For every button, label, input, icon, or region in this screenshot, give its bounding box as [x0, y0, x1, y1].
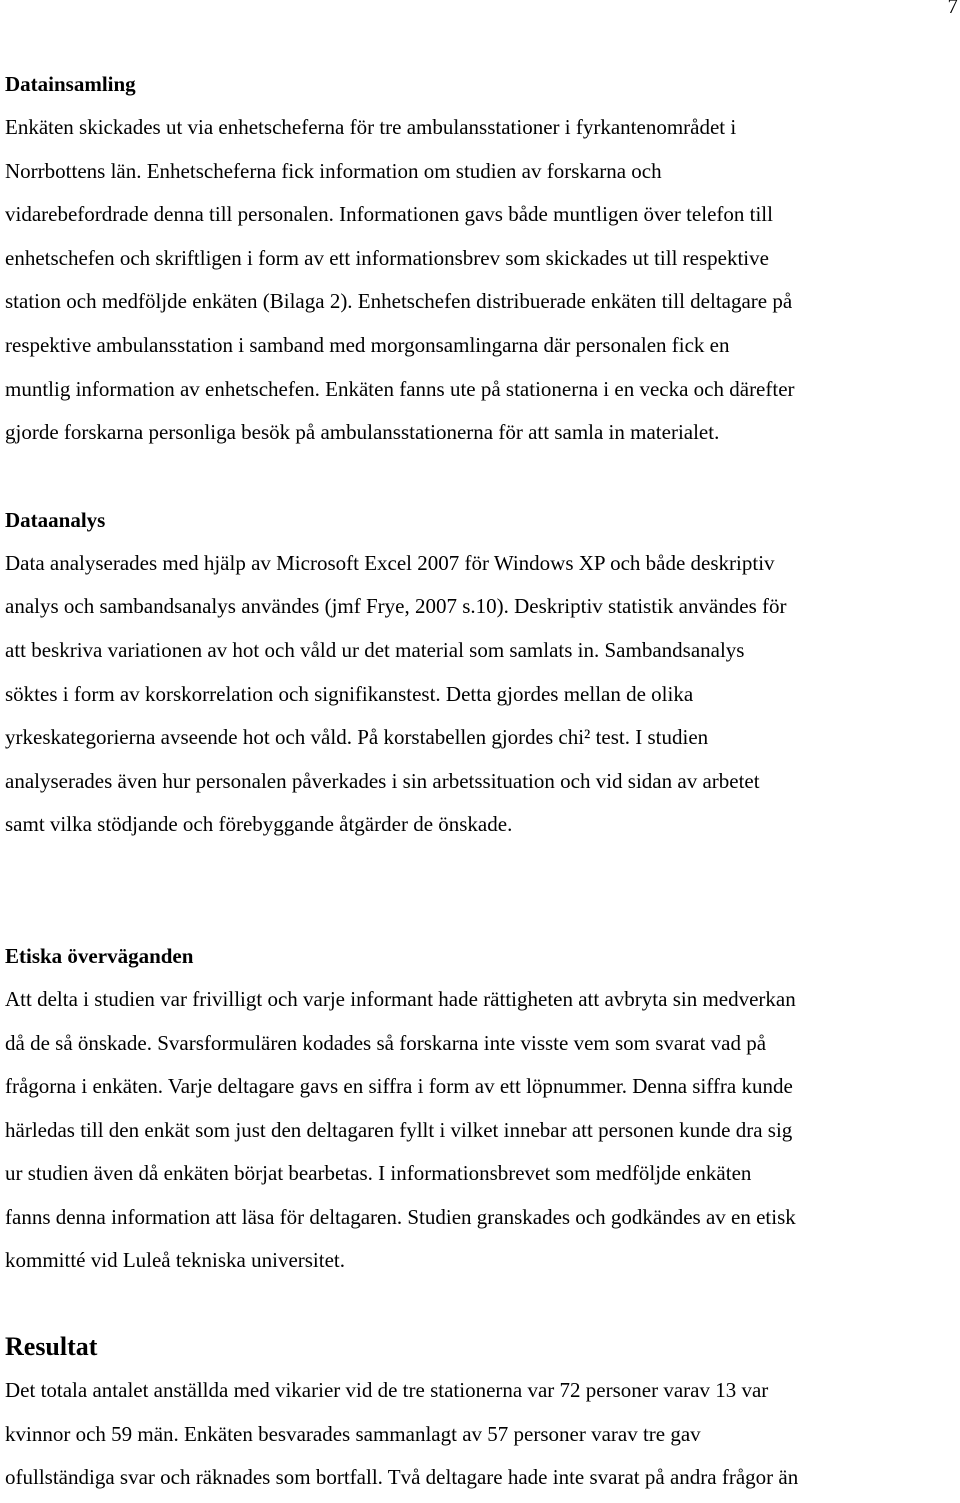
section-resultat	[5, 1325, 960, 1500]
text-line: Att delta i studien var frivilligt och varje informant hade rättigheten att avbryta sin medverkan	[5, 986, 796, 1011]
text-line: gjorde forskarna personliga besök på ambulansstationerna för att samla in materialet.	[5, 420, 720, 445]
text-line: härledas till den enkät som just den deltagaren fyllt i vilket innebar att personen kunde dra sig	[5, 1117, 793, 1142]
text-line: yrkeskategorierna avseende hot och våld. På korstabellen gjordes chi² test. I studien	[5, 725, 709, 750]
text-line: Norrbottens län. Enhetscheferna fick information om studien av forskarna och	[5, 158, 662, 183]
text-line: vidarebefordrade denna till personalen. Informationen gavs både muntligen över telefon till	[5, 202, 773, 227]
section-dataanalys	[5, 498, 960, 847]
text-line: muntlig information av enhetschefen. Enkäten fanns ute på stationerna i en vecka och därefter	[5, 376, 795, 401]
text-line: Data analyserades med hjälp av Microsoft Excel 2007 för Windows XP och både deskriptiv	[5, 550, 775, 575]
text-line: analys och sambandsanalys användes (jmf Frye, 2007 s.10). Deskriptiv statistik användes för	[5, 594, 787, 619]
text-line: samt vilka stödjande och förebyggande åtgärder de önskade.	[5, 812, 513, 837]
page-number: 7	[947, 0, 958, 18]
text-line: kvinnor och 59 män. Enkäten besvarades sammanlagt av 57 personer varav tre gav	[5, 1421, 701, 1446]
text-line: kommitté vid Luleå tekniska universitet.	[5, 1248, 346, 1273]
section-heading: Dataanalys	[5, 507, 106, 532]
section-paragraph	[5, 106, 960, 455]
text-line: ofullständiga svar och räknades som bortfall. Två deltagare hade inte svarat på andra frågor än	[5, 1465, 799, 1490]
section-etiska-overvaganden	[5, 934, 960, 1283]
document-body	[5, 62, 960, 1500]
text-line: respektive ambulansstation i samband med morgonsamlingarna där personalen fick en	[5, 332, 730, 357]
section-heading: Datainsamling	[5, 72, 136, 96]
text-line: station och medföljde enkäten (Bilaga 2). Enhetschefen distribuerade enkäten till deltagare på	[5, 289, 793, 314]
section-heading: Resultat	[5, 1332, 98, 1362]
text-line: fanns denna information att läsa för deltagaren. Studien granskades och godkändes av en etisk	[5, 1204, 796, 1229]
text-line: frågorna i enkäten. Varje deltagare gavs en siffra i form av ett löpnummer. Denna siffra kunde	[5, 1074, 793, 1099]
text-line: söktes i form av korskorrelation och signifikanstest. Detta gjordes mellan de olika	[5, 681, 694, 706]
text-line: ur studien även då enkäten börjat bearbetas. I informationsbrevet som medföljde enkäten	[5, 1161, 752, 1186]
text-line: analyserades även hur personalen påverkades i sin arbetssituation och vid sidan av arbetet	[5, 768, 760, 793]
section-datainsamling	[5, 62, 960, 455]
text-line: Enkäten skickades ut via enhetscheferna för tre ambulansstationer i fyrkantenområdet i	[5, 115, 737, 139]
section-heading: Etiska överväganden	[5, 943, 194, 968]
section-paragraph	[5, 1369, 960, 1500]
section-paragraph	[5, 542, 960, 847]
text-line: enhetschefen och skriftligen i form av ett informationsbrev som skickades ut till respektive	[5, 245, 769, 270]
text-line: Det totala antalet anställda med vikarier vid de tre stationerna var 72 personer varav 13 var	[5, 1378, 769, 1403]
section-paragraph	[5, 978, 960, 1283]
text-line: då de så önskade. Svarsformulären kodades så forskarna inte visste vem som svarat vad på	[5, 1030, 767, 1055]
text-line: att beskriva variationen av hot och våld ur det material som samlats in. Sambandsanalys	[5, 637, 745, 662]
